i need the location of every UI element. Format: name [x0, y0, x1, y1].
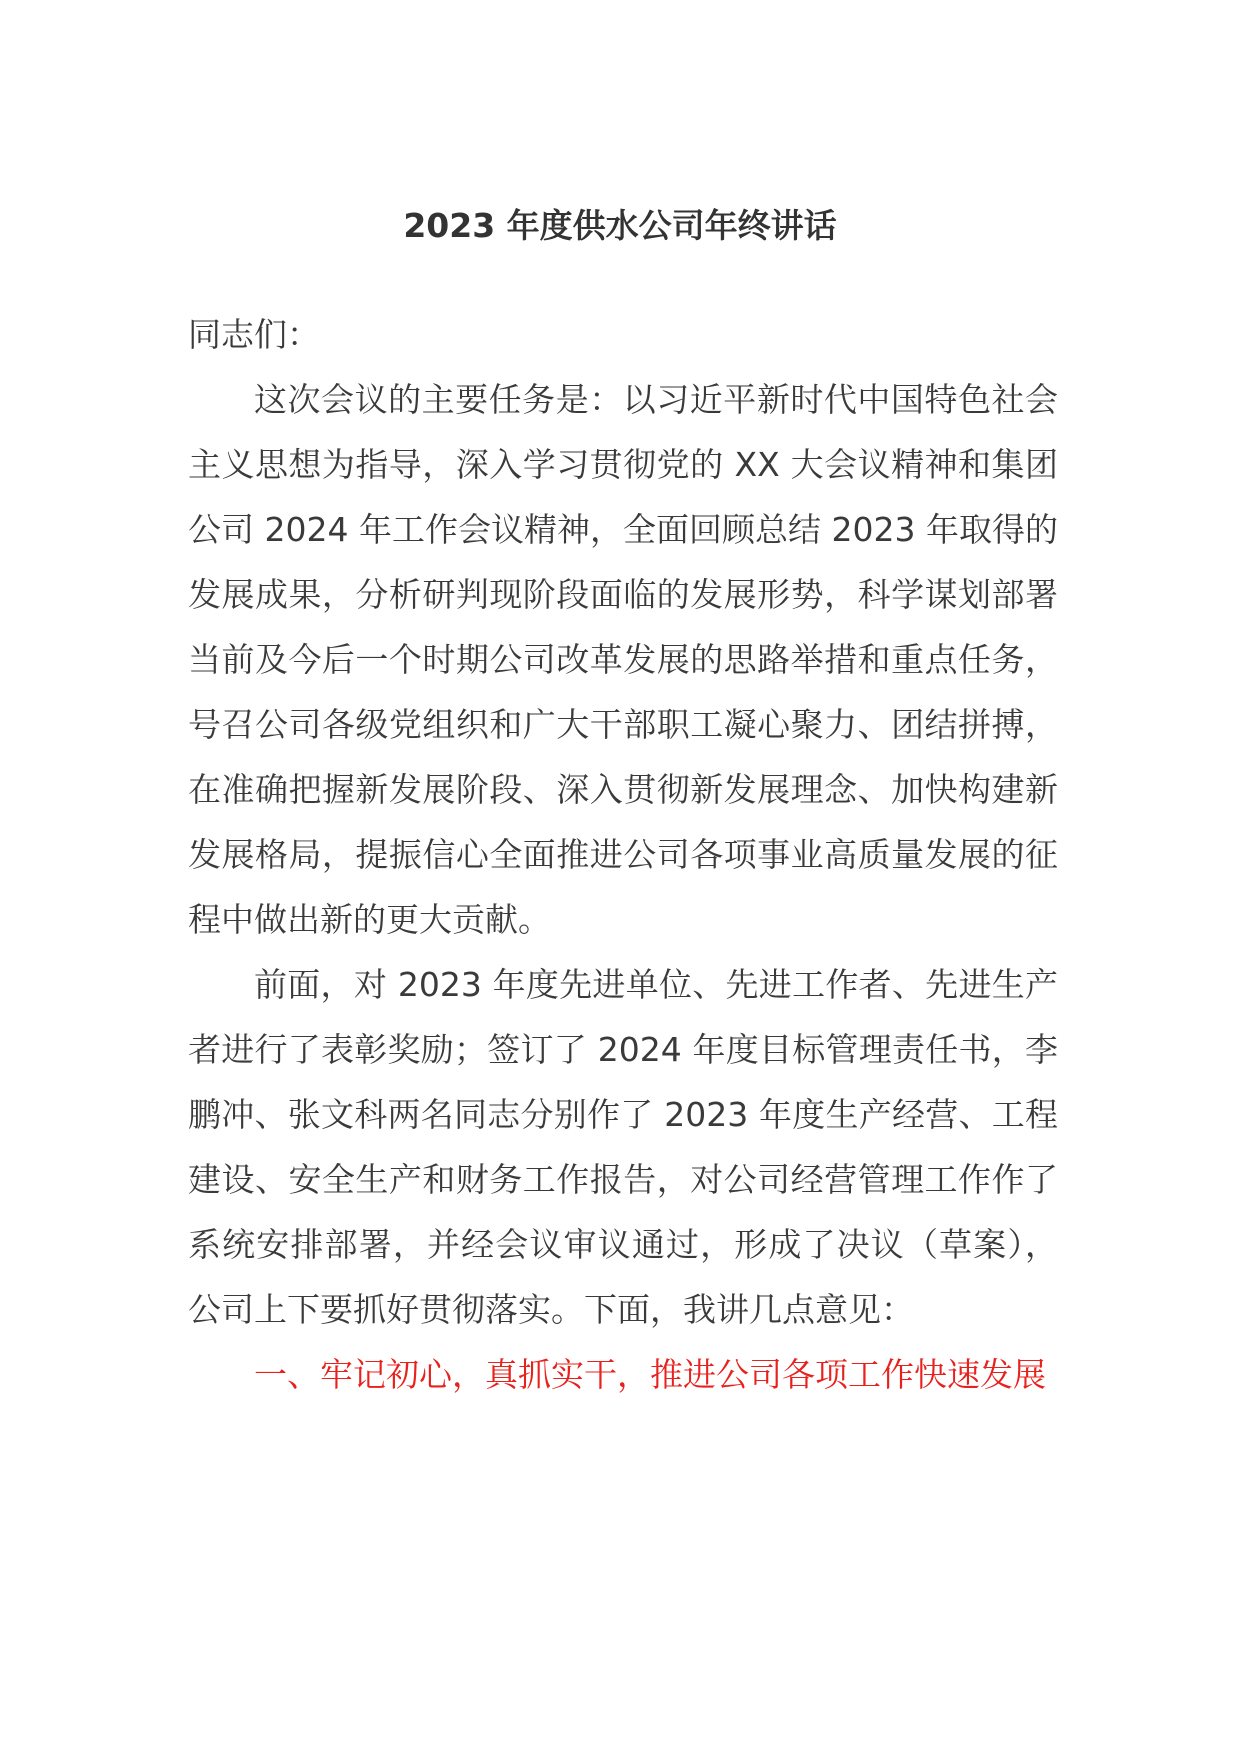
document-body — [188, 302, 1058, 1407]
paragraph-intro: 这次会议的主要任务是：以习近平新时代中国特色社会主义思想为指导，深入学习贯彻党的 XX 大会议精神和集团公司 2024 年工作会议精神，全面回顾总结 2023 年取得的发展成果，分析研判现阶段面临的发展形势，科学谋划部署当前及今后一个时期公司改革发展的思路举措和重点任务，号召公司各级党组织和广大干部职工凝心聚力、团结拼搏，在准确把握新发展阶段、深入贯彻新发展理念、加快构建新发展格局，提振信心全面推进公司各项事业高质量发展的征程中做出新的更大贡献。 — [188, 380, 1058, 939]
salutation: 同志们： — [188, 315, 320, 354]
section-heading: 一、牢记初心，真抓实干，推进公司各项工作快速发展 — [254, 1355, 1046, 1394]
document-title: 2023 年度供水公司年终讲话 — [403, 206, 837, 245]
paragraph-review: 前面，对 2023 年度先进单位、先进工作者、先进生产者进行了表彰奖励；签订了 2024 年度目标管理责任书，李鹏冲、张文科两名同志分别作了 2023 年度生产经营、工程建设、安全生产和财务工作报告，对公司经营管理工作作了系统安排部署，并经会议审议通过，形成了决议（草案），公司上下要抓好贯彻落实。下面，我讲几点意见： — [188, 965, 1058, 1329]
